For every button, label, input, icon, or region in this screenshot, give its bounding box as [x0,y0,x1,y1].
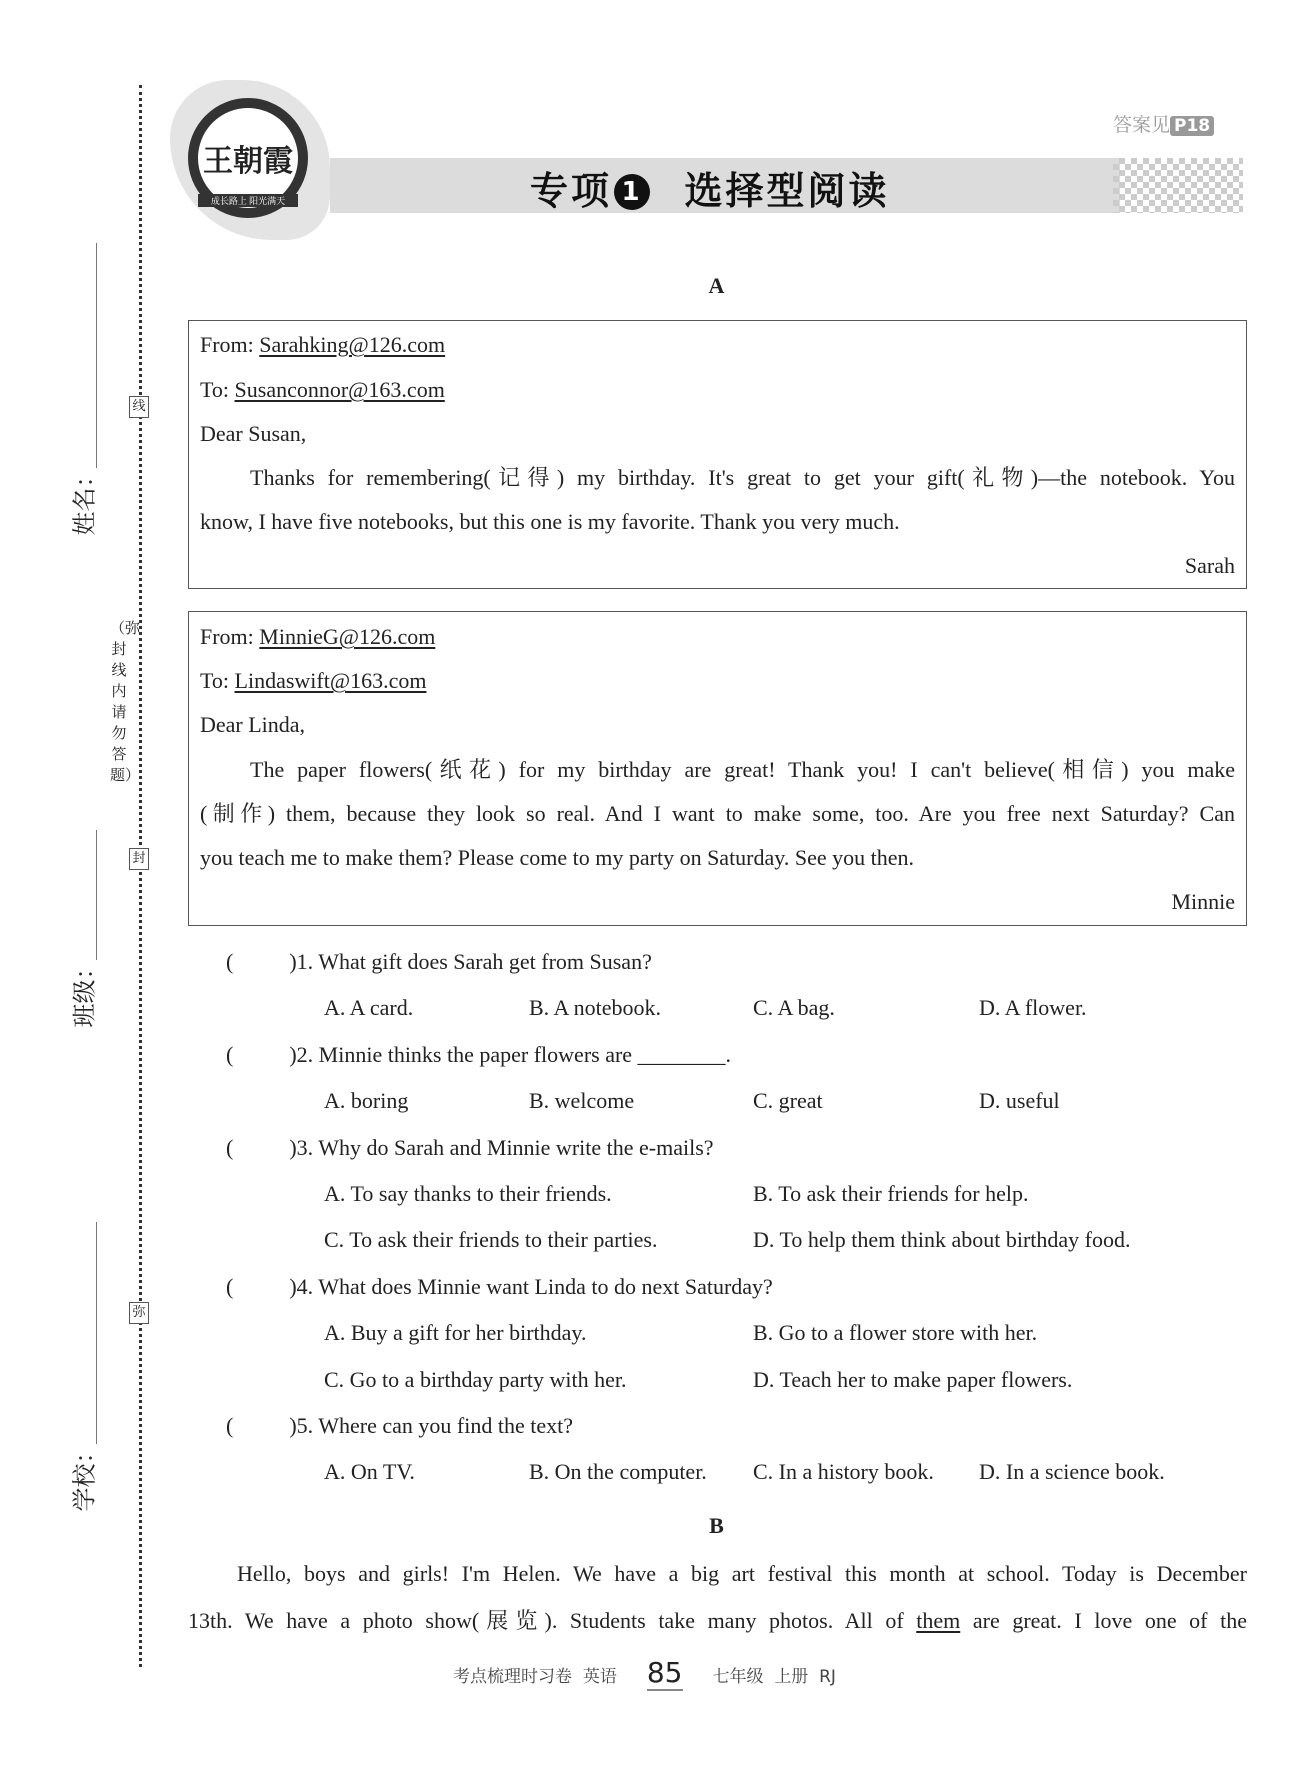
answer-ref-label: 答案见 [1113,114,1171,136]
question-5 [226,1412,573,1440]
answer-paren-open[interactable]: ( [226,1273,234,1299]
option-b: B. welcome [529,1088,635,1114]
text: are great. I love one of the [960,1608,1247,1633]
option-a: A. A card. [324,995,414,1021]
question-text: 3. Why do Sarah and Minnie write the e-mails? [296,1134,714,1160]
option-b: B. A notebook. [529,995,662,1021]
question-1 [226,948,652,976]
section-a-label: A [708,273,725,298]
brand-logo [188,98,308,218]
answer-paren-open[interactable]: ( [226,949,234,974]
grade: 七年级 [712,1667,764,1687]
subject: 英语 [582,1667,617,1687]
option-d: D. A flower. [979,995,1087,1021]
checker-decoration [1113,158,1243,213]
from-label: From: [200,624,254,649]
question-text: 1. What gift does Sarah get from Susan? [296,949,652,974]
option-d: D. Teach her to make paper flowers. [753,1366,1073,1392]
email-1-signature: Sarah [1184,553,1235,578]
option-a: A. boring [324,1088,409,1114]
to-address: Lindaswift@163.com [234,668,427,693]
option-a: A. On TV. [324,1459,415,1485]
option-c: C. great [753,1088,823,1114]
to-label: To: [200,377,230,402]
option-d: D. To help them think about birthday food. [753,1227,1131,1253]
email-1-to [200,376,445,404]
page-footer [0,1656,1289,1689]
question-2 [226,1041,731,1069]
option-d: D. useful [979,1088,1060,1114]
term: 上册 [774,1667,809,1687]
email-1-body-line: know, I have five notebooks, but this one is my favorite. Thank you very much. [200,509,900,534]
class-blank[interactable] [96,830,97,960]
text: 13th. We have a photo show(展览). Students take many photos. All of [188,1608,917,1633]
email-1-from [200,331,445,359]
page-number: 85 [646,1656,683,1689]
seal-mark-mi: 弥 [129,1302,149,1324]
question-3 [226,1134,714,1162]
email-2-greeting: Dear Linda, [200,712,306,737]
class-label: 班级： [70,955,99,1028]
answer-reference [1113,110,1214,137]
school-blank[interactable] [96,1222,97,1444]
email-2-from [200,623,435,651]
email-2-body-line: you teach me to make them? Please come to my party on Saturday. See you then. [200,845,914,870]
answer-paren-close: ) [289,1413,297,1438]
page-title [530,160,890,215]
logo-motto: 成长路上 阳光满天 [198,194,298,207]
question-text: 2. Minnie thinks the paper flowers are ________. [296,1041,732,1067]
name-label: 姓名： [70,463,99,536]
question-text: 5. Where can you find the text? [296,1413,573,1438]
option-c: C. Go to a birthday party with her. [324,1366,627,1392]
margin-note: （弥封线内请勿答题） [110,619,141,784]
section-b-line: Hello, boys and girls! I'm Helen. We have a big art festival this month at school. Today is December [237,1561,1247,1586]
section-title: 选择型阅读 [684,169,890,213]
section-b-label: B [709,1513,724,1538]
email-1-body-line: Thanks for remembering(记得) my birthday. It's great to get your gift(礼物)—the notebook. You [250,465,1235,490]
section-prefix: 专项 [530,169,613,213]
email-2-signature: Minnie [1171,889,1235,914]
school-label: 学校： [70,1439,99,1512]
logo-text: 王朝霞 [203,144,293,179]
answer-paren-close: ) [289,1134,297,1160]
seal-mark-line: 线 [129,396,149,418]
option-c: C. In a history book. [753,1459,934,1485]
seal-mark-seal: 封 [129,848,149,870]
book-name: 考点梳理时习卷 [453,1667,573,1687]
edition: RJ [819,1667,836,1687]
underlined-word: them [916,1608,961,1633]
from-address: MinnieG@126.com [259,624,436,649]
email-1 [188,320,1247,589]
option-a: A. Buy a gift for her birthday. [324,1320,587,1346]
option-b: B. To ask their friends for help. [753,1181,1029,1206]
question-4 [226,1273,773,1301]
from-address: Sarahking@126.com [259,332,446,357]
option-c: C. A bag. [753,995,835,1021]
answer-paren-open[interactable]: ( [226,1041,234,1067]
option-b: B. Go to a flower store with her. [753,1320,1038,1346]
seal-line [139,85,142,1667]
answer-paren-open[interactable]: ( [226,1413,234,1438]
email-1-greeting: Dear Susan, [200,421,307,446]
section-number: 1 [614,174,650,210]
to-label: To: [200,668,230,693]
email-2-body-line: (制作) them, because they look so real. And I want to make some, too. Are you free next Saturday? Can [200,801,1235,826]
to-address: Susanconnor@163.com [234,377,445,402]
answer-page: P18 [1170,116,1214,136]
answer-paren-open[interactable]: ( [226,1134,234,1160]
option-c: C. To ask their friends to their parties. [324,1227,658,1253]
from-label: From: [200,332,254,357]
answer-paren-close: ) [289,949,297,974]
email-2-to [200,667,426,695]
section-b-line [188,1607,1247,1635]
option-d: D. In a science book. [979,1459,1165,1485]
answer-paren-close: ) [289,1273,297,1299]
question-text: 4. What does Minnie want Linda to do next Saturday? [296,1273,773,1299]
answer-paren-close: ) [289,1041,297,1067]
option-a: A. To say thanks to their friends. [324,1181,612,1206]
option-b: B. On the computer. [529,1459,707,1485]
email-2-body-line: The paper flowers(纸花) for my birthday are great! Thank you! I can't believe(相信) you make [250,757,1235,782]
